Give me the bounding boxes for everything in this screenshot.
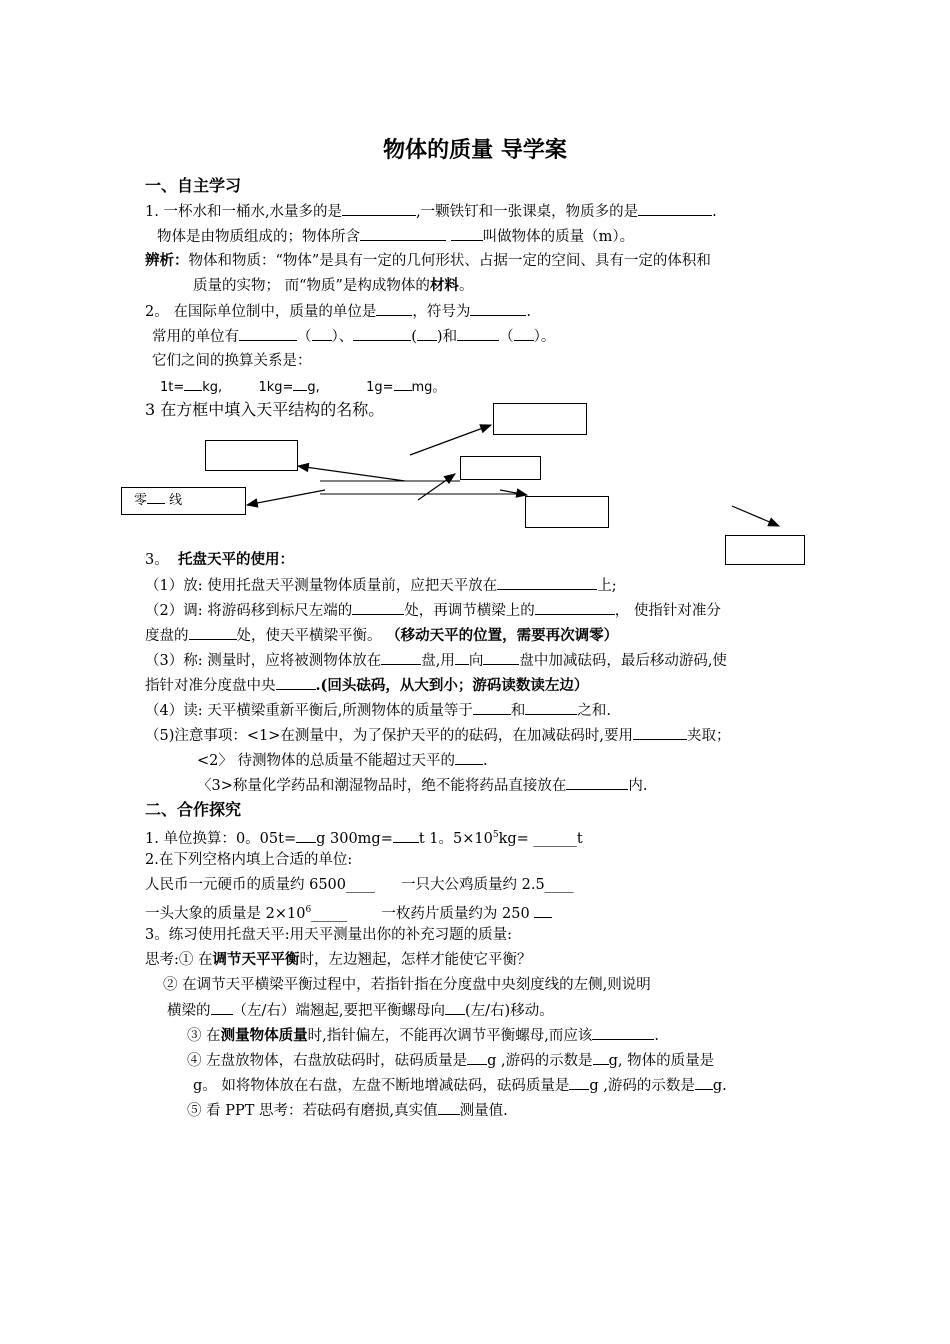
use-4c: 向 [468,653,484,669]
blank [592,1025,654,1040]
blank [569,1075,589,1090]
think-4c: 时,指针偏左，不能再次调节平衡螺母,而应该 [307,1028,593,1044]
q1-text-b: ,一颗铁钉和一张课桌，物质多的是 [416,204,639,220]
think-7a: ⑤ 看 PPT 思考：若砝码有磨损,真实值 [187,1103,438,1119]
use-step-3-cont [145,675,588,696]
use-step-4 [145,700,611,721]
q2-text-g: ( [411,329,417,345]
think-5 [187,1100,508,1121]
think-4 [187,1050,714,1071]
use-note-3 [197,775,647,796]
blank [593,1050,609,1065]
s2-q1-line [145,825,583,849]
q2-relation-intro: 它们之间的换算关系是： [152,353,312,369]
blank [497,575,597,590]
s2-q2-line: 2.在下列空格内填上合适的单位: [145,852,353,868]
q1-text-a: 1. 一杯水和一桶水,水量多的是 [145,204,343,220]
s2-q1a: 1. 单位换算：0。05t= [145,830,297,847]
s2-q1b: g 300mg= [316,830,393,847]
think-4d: . [654,1028,659,1044]
use-3b: 处，使天平横梁平衡。 [236,628,382,644]
blank [393,828,419,843]
use-5a: 指针对准分度盘中央 [145,678,276,694]
q2-text-b: ，符号为 [412,304,471,320]
arrow-to-left-box [298,466,405,481]
distinction-text-2c: 。 [458,278,474,294]
use-3c: （移动天平的位置，需要再次调零） [386,627,619,644]
use-step-3 [145,650,727,671]
think-7b: 测量值. [459,1103,508,1119]
arrow-to-right-box [732,506,779,526]
q2-text-h: )和 [436,329,458,345]
q2-text-i: （ [499,329,514,345]
q1-text-e: 叫做物体的质量（m）。 [482,229,635,245]
s2-q2a: 人民币一元硬币的质量约 6500____ [145,877,376,893]
conv-3: 1g= [366,380,394,395]
use-6b: 和 [510,703,526,719]
arrow-to-zero-box [247,490,325,505]
zero-label-b: 线 [169,493,183,508]
arrow-to-top-box [410,425,491,455]
blank [211,1000,233,1015]
conv-2-unit: g, [307,380,320,395]
q2-text-a: 2。 在国际单位制中，质量的单位是 [145,304,377,320]
blank [296,828,316,843]
section-heading-cooperate: 二、合作探究 [145,800,242,819]
q2-text-c: . [526,304,531,320]
think-4-cont [193,1075,727,1096]
use-4d: 盘中加减砝码，最后移动游码,使 [519,653,727,669]
use-step-1 [145,575,617,596]
blank [455,750,483,765]
q2-text-j: ）。 [533,329,556,345]
use-note-2 [197,750,488,771]
use-7a: （5)注意事项：<1>在测量中，为了保护天平的的砝码，在加减砝码时,要用 [145,728,634,744]
use-2c: ， 使指针对准分 [614,603,721,619]
think-2: ② 在调节天平横梁平衡过程中，若指针指在分度盘中央刻度线的左侧,则说明 [163,977,651,993]
blank [189,625,237,640]
use-6c: 之和. [577,703,611,719]
q3-instruction: 3 在方框中填入天平结构的名称。 [145,400,385,419]
s2-q1c: t 1。5×10 [418,830,493,847]
use-step-2-cont [145,625,618,646]
blank [566,775,628,790]
distinction-text-1: 物体和物质：“物体”是具有一定的几何形状、占据一定的空间、具有一定的体积和 [188,253,711,269]
conv-3-unit: mg。 [411,380,446,395]
s2-q2b: 一只大公鸡质量约 2.5____ [401,877,574,893]
use-2b: 处，再调节横梁上的 [404,603,535,619]
think-5c: g, 物体的质量是 [608,1053,715,1069]
use-4b: 盘,用 [421,653,455,669]
s2-q2c-unit: _____ [311,905,348,922]
distinction-text-2b: 材料 [429,277,459,294]
use-1a: （1）放: 使用托盘天平测量物体质量前，应把天平放在 [145,578,498,594]
think-2-cont [167,1000,554,1021]
blank [445,1000,465,1015]
think-5b: g ,游码的示数是 [487,1053,593,1069]
s2-q2d: 一枚药片质量约为 250 [381,905,530,922]
think-1 [145,950,532,970]
think-6b: g ,游码的示数是 [589,1078,695,1094]
use-7b: 夹取； [687,728,731,744]
q1-text-d: 物体是由物质组成的；物体所含 [157,229,360,245]
think-1a: 思考:① 在 [145,952,213,968]
use-9a: 〈3>称量化学药品和潮湿物品时，绝不能将药品直接放在 [197,778,567,794]
use-5b: .(回头砝码，从大到小；游码读数读左边） [315,677,589,694]
blank [534,903,552,918]
use-8a: <2〉 待测物体的总质量不能超过天平的 [197,753,455,769]
blank [525,700,577,715]
distinction-text-2a: 质量的实物； 而“物质”是构成物体的 [193,278,430,294]
use-3a: 度盘的 [145,628,189,644]
think-4a: ③ 在 [187,1028,221,1044]
conv-1-unit: kg, [202,380,223,395]
s2-q2c-sup: 6 [305,905,312,915]
blank [483,650,519,665]
think-5a: ④ 左盘放物体，右盘放砝码时，砝码质量是 [187,1053,468,1069]
blank [467,1050,487,1065]
q1-text-c: . [712,204,717,220]
blank [695,1075,713,1090]
conv-1: 1t= [160,380,185,395]
blank [276,675,316,690]
use-step-5 [145,725,731,746]
zero-label-a: 零 [134,493,148,508]
s2-q2-row-1 [145,875,574,895]
think-1b: 调节天平平衡 [212,951,300,968]
s2-q3-line: 3。练习使用托盘天平:用天平测量出你的补充习题的质量: [145,927,512,943]
s2-q2c: 一头大象的质量是 2×10 [145,905,306,922]
blank [381,650,421,665]
arrow-to-middle-box [418,474,455,500]
blank [455,650,469,665]
q2-text-e: （ [297,329,312,345]
s2-q2-row-2 [145,900,552,924]
use-8b: . [482,753,488,769]
use-1b: 上; [597,578,617,594]
think-3b: （左/右）端翘起,要把平衡螺母向 [232,1003,445,1019]
section-heading-self-study: 一、自主学习 [145,176,242,195]
use-9b: 内. [628,778,648,794]
blank [438,1100,460,1115]
blank [352,600,404,615]
s2-q1-sup: 5 [492,830,499,840]
think-6c: g. [712,1078,727,1094]
think-4b: 测量物体质量 [220,1027,308,1044]
think-3 [187,1025,659,1046]
use-heading [145,550,294,570]
think-3a: 横梁的 [167,1003,211,1019]
q2-text-f: ）、 [331,329,354,345]
blank [473,700,511,715]
s2-q1d: kg= ______t [498,830,583,847]
use-2a: （2）调: 将游码移到标尺左端的 [145,603,353,619]
think-6a: g。 如将物体放在右盘，左盘不断地增减砝码，砝码质量是 [193,1078,570,1094]
use-6a: （4）读: 天平横梁重新平衡后,所测物体的质量等于 [145,703,473,719]
use-heading-num: 3。 [145,552,169,568]
page-title: 物体的质量 导学案 [383,137,567,163]
blank [535,600,615,615]
use-4a: （3）称: 测量时，应将被测物体放在 [145,653,382,669]
distinction-label: 辨析： [145,252,189,269]
conv-2: 1kg= [258,380,294,395]
blank [633,725,687,740]
think-1c: 时，左边翘起，怎样才能使它平衡？ [299,952,532,968]
use-heading-text: 托盘天平的使用： [177,551,294,568]
think-3c: (左/右)移动。 [465,1003,554,1019]
use-step-2 [145,600,721,621]
q2-text-d: 常用的单位有 [152,329,239,345]
